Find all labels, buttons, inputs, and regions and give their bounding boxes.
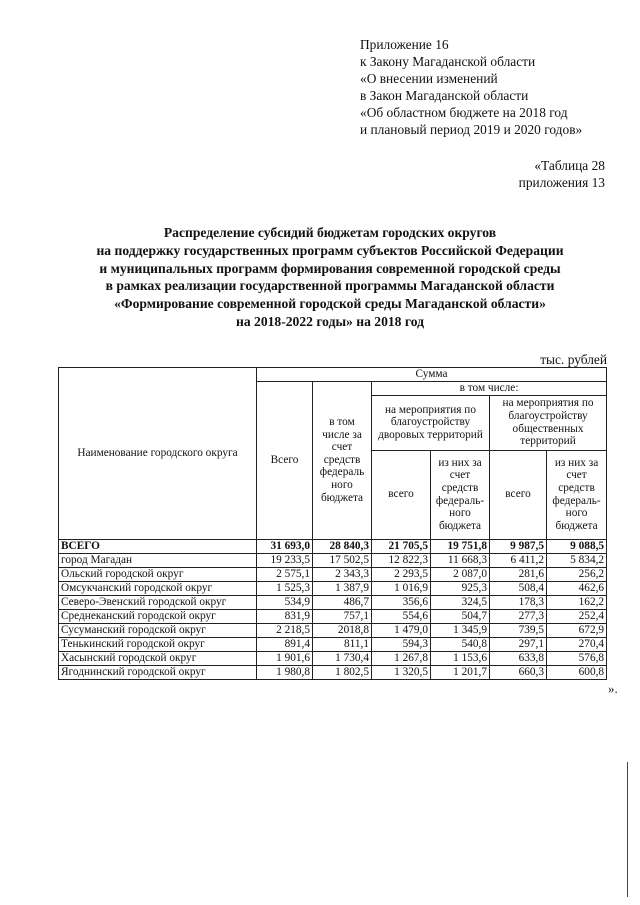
closing-quote: ». — [608, 681, 618, 696]
appendix-line: «Об областном бюджете на 2018 год — [360, 105, 568, 120]
cell-federal: 1 387,9 — [313, 581, 372, 595]
cell-federal: 17 502,5 — [313, 553, 372, 567]
table-row — [59, 595, 607, 609]
table-row — [59, 651, 607, 665]
subsidy-table — [58, 367, 607, 680]
cell-public-total: 277,3 — [490, 609, 547, 623]
cell-federal: 486,7 — [313, 595, 372, 609]
cell-public-total: 660,3 — [490, 665, 547, 679]
cell-public-federal: 162,2 — [547, 595, 607, 609]
header-name: Наименование городского округа — [59, 368, 257, 540]
title-line: на 2018-2022 годы» на 2018 год — [236, 313, 424, 329]
title-line: и муниципальных программ формирования современной городской среды — [99, 260, 561, 276]
table-row — [59, 581, 607, 595]
appendix-block — [360, 36, 635, 138]
table-ref-line: «Таблица 28 — [534, 158, 605, 173]
cell-yard-total: 356,6 — [372, 595, 431, 609]
row-name: Северо-Эвенский городской округ — [59, 595, 257, 609]
cell-public-total: 508,4 — [490, 581, 547, 595]
cell-public-total: 6 411,2 — [490, 553, 547, 567]
title-line: Распределение субсидий бюджетам городских округов — [163, 225, 497, 240]
document-title — [40, 224, 620, 331]
cell-federal: 1 730,4 — [313, 651, 372, 665]
cell-public-federal: 256,2 — [547, 567, 607, 581]
appendix-line: к Закону Магаданской области — [360, 54, 536, 69]
row-name: Сусуманский городской округ — [59, 623, 257, 637]
cell-public-total: 281,6 — [490, 567, 547, 581]
cell-public-total: 633,8 — [490, 651, 547, 665]
cell-total: 831,9 — [257, 609, 313, 623]
cell-yard-total: 1 016,9 — [372, 581, 431, 595]
cell-yard-federal: 540,8 — [431, 637, 490, 651]
row-name: Омсукчанский городской округ — [59, 581, 257, 595]
table-row-total — [59, 539, 607, 553]
header-public-total: всего — [490, 450, 547, 539]
header-sum: Сумма — [257, 368, 607, 382]
cell-yard-total: 2 293,5 — [372, 567, 431, 581]
scan-margin-line — [627, 762, 628, 897]
cell-public-federal: 9 088,5 — [547, 539, 607, 553]
appendix-line: Приложение 16 — [360, 37, 449, 52]
cell-total: 1 901,6 — [257, 651, 313, 665]
row-name: Хасынский городской округ — [59, 651, 257, 665]
row-name: ВСЕГО — [59, 539, 257, 553]
cell-total: 1 980,8 — [257, 665, 313, 679]
units-label: тыс. рублей — [540, 352, 607, 367]
table-row — [59, 637, 607, 651]
header-yard: на мероприятия по благоустройству дворовых территорий — [372, 395, 490, 450]
header-yard-federal: из них за счет средств федераль-ного бюджета — [431, 450, 490, 539]
cell-public-total: 739,5 — [490, 623, 547, 637]
cell-yard-total: 21 705,5 — [372, 539, 431, 553]
cell-public-federal: 600,8 — [547, 665, 607, 679]
table-row — [59, 553, 607, 567]
cell-yard-federal: 1 153,6 — [431, 651, 490, 665]
cell-total: 534,9 — [257, 595, 313, 609]
cell-total: 19 233,5 — [257, 553, 313, 567]
cell-public-federal: 270,4 — [547, 637, 607, 651]
header-including: в том числе: — [372, 381, 607, 395]
cell-public-total: 9 987,5 — [490, 539, 547, 553]
cell-yard-total: 594,3 — [372, 637, 431, 651]
table-ref-line: приложения 13 — [518, 175, 605, 190]
row-name: Ягоднинский городской округ — [59, 665, 257, 679]
cell-yard-federal: 1 345,9 — [431, 623, 490, 637]
header-public: на мероприятия по благоустройству общественных территорий — [490, 395, 607, 450]
title-line: «Формирование современной городской среды Магаданской области» — [114, 296, 546, 312]
cell-yard-federal: 925,3 — [431, 581, 490, 595]
cell-yard-total: 12 822,3 — [372, 553, 431, 567]
table-row — [59, 623, 607, 637]
cell-public-total: 297,1 — [490, 637, 547, 651]
title-line: в рамках реализации государственной программы Магаданской области — [105, 278, 555, 294]
cell-yard-total: 1 320,5 — [372, 665, 431, 679]
title-line: на поддержку государственных программ субъектов Российской Федерации — [96, 242, 564, 258]
header-public-federal: из них за счет средств федераль-ного бюджета — [547, 450, 607, 539]
cell-total: 891,4 — [257, 637, 313, 651]
table-reference — [519, 157, 605, 191]
cell-yard-total: 1 479,0 — [372, 623, 431, 637]
cell-yard-federal: 19 751,8 — [431, 539, 490, 553]
cell-yard-federal: 504,7 — [431, 609, 490, 623]
cell-federal: 28 840,3 — [313, 539, 372, 553]
cell-public-federal: 252,4 — [547, 609, 607, 623]
cell-total: 2 218,5 — [257, 623, 313, 637]
cell-public-federal: 672,9 — [547, 623, 607, 637]
header-yard-total: всего — [372, 450, 431, 539]
table-row — [59, 665, 607, 679]
cell-total: 31 693,0 — [257, 539, 313, 553]
cell-yard-federal: 1 201,7 — [431, 665, 490, 679]
cell-total: 1 525,3 — [257, 581, 313, 595]
cell-federal: 811,1 — [313, 637, 372, 651]
row-name: Ольский городской округ — [59, 567, 257, 581]
cell-total: 2 575,1 — [257, 567, 313, 581]
cell-yard-federal: 2 087,0 — [431, 567, 490, 581]
appendix-line: в Закон Магаданской области — [360, 88, 529, 103]
row-name: Среднеканский городской округ — [59, 609, 257, 623]
cell-public-federal: 576,8 — [547, 651, 607, 665]
row-name: город Магадан — [59, 553, 257, 567]
cell-public-total: 178,3 — [490, 595, 547, 609]
table-row — [59, 609, 607, 623]
header-total: Всего — [257, 381, 313, 539]
cell-federal: 1 802,5 — [313, 665, 372, 679]
cell-federal: 2 343,3 — [313, 567, 372, 581]
cell-yard-federal: 324,5 — [431, 595, 490, 609]
table-row — [59, 567, 607, 581]
cell-yard-total: 554,6 — [372, 609, 431, 623]
appendix-line: и плановый период 2019 и 2020 годов» — [360, 122, 583, 137]
appendix-line: «О внесении изменений — [360, 71, 498, 86]
header-federal: в том числе за счет средств федераль ного бюджета — [313, 381, 372, 539]
cell-public-federal: 462,6 — [547, 581, 607, 595]
cell-public-federal: 5 834,2 — [547, 553, 607, 567]
cell-federal: 757,1 — [313, 609, 372, 623]
row-name: Тенькинский городской округ — [59, 637, 257, 651]
cell-yard-total: 1 267,8 — [372, 651, 431, 665]
cell-federal: 2018,8 — [313, 623, 372, 637]
cell-yard-federal: 11 668,3 — [431, 553, 490, 567]
